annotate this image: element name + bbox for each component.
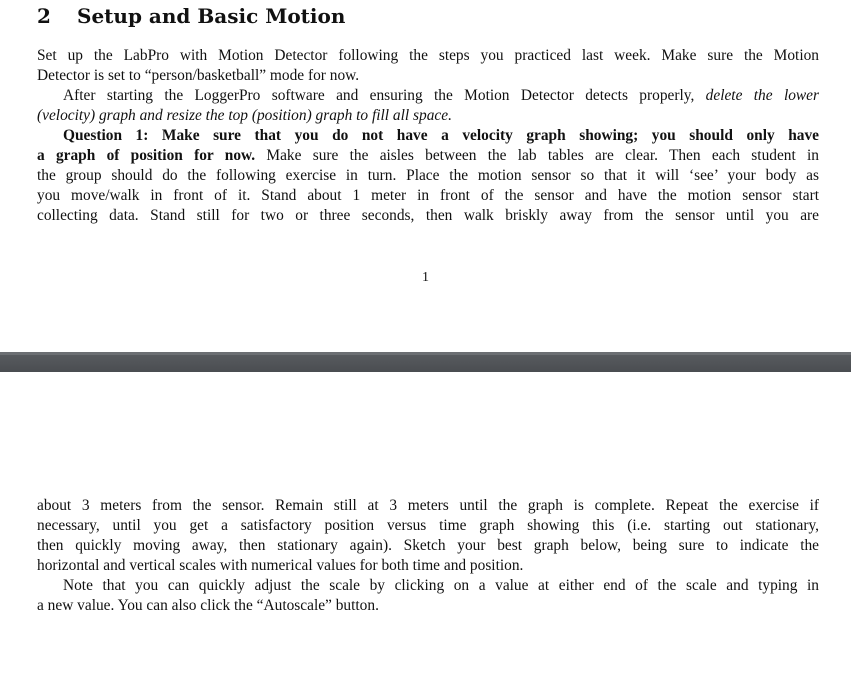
text-line	[37, 106, 819, 126]
bold-text: Question 1: Make sure that you do not have a velocity graph showing; you should only have	[63, 127, 819, 144]
body-text: horizontal and vertical scales with numerical values for both time and position.	[37, 557, 524, 574]
text-line	[37, 496, 819, 516]
text-line	[37, 576, 819, 596]
body-text: the group should do the following exercise in turn. Place the motion sensor so that it will ‘see’ your body as	[37, 167, 819, 184]
page-separator	[0, 352, 851, 372]
text-line	[37, 556, 819, 576]
body-text: collecting data. Stand still for two or three seconds, then walk briskly away from the sensor until you are	[37, 207, 819, 224]
text-line	[37, 166, 819, 186]
text-line	[37, 86, 819, 106]
body-text: Note that you can quickly adjust the scale by clicking on a value at either end of the scale and typing in	[63, 577, 819, 594]
page-1-body	[37, 46, 819, 226]
text-line	[37, 536, 819, 556]
italic-text: delete the lower	[705, 87, 819, 104]
body-text: After starting the LoggerPro software and ensuring the Motion Detector detects properly,	[63, 87, 706, 104]
page-2-body	[37, 496, 819, 616]
text-line	[37, 186, 819, 206]
section-title: Setup and Basic Motion	[77, 4, 346, 28]
text-line	[37, 596, 819, 616]
body-text: Set up the LabPro with Motion Detector following the steps you practiced last week. Make sure the Motion	[37, 47, 819, 64]
text-line	[37, 126, 819, 146]
text-line	[37, 66, 819, 86]
section-number: 2	[37, 4, 51, 28]
body-text: Detector is set to “person/basketball” mode for now.	[37, 67, 360, 84]
text-line	[37, 146, 819, 166]
text-line	[37, 516, 819, 536]
text-line	[37, 206, 819, 226]
body-text: Make sure the aisles between the lab tables are clear. Then each student in	[255, 147, 819, 164]
body-text: then quickly moving away, then stationary again). Sketch your best graph below, being sure to indicate the	[37, 537, 819, 554]
body-text: about 3 meters from the sensor. Remain still at 3 meters until the graph is complete. Repeat the exercise if	[37, 497, 819, 514]
text-line	[37, 46, 819, 66]
body-text: a new value. You can also click the “Autoscale” button.	[37, 597, 379, 614]
italic-text: (velocity) graph and resize the top (position) graph to fill all space.	[37, 107, 452, 124]
section-heading	[37, 4, 345, 28]
bold-text: a graph of position for now.	[37, 147, 256, 164]
body-text: necessary, until you get a satisfactory position versus time graph showing this (i.e. starting out stationary,	[37, 517, 819, 534]
page-number: 1	[422, 270, 429, 285]
body-text: you move/walk in front of it. Stand about 1 meter in front of the sensor and have the motion sensor start	[37, 187, 819, 204]
